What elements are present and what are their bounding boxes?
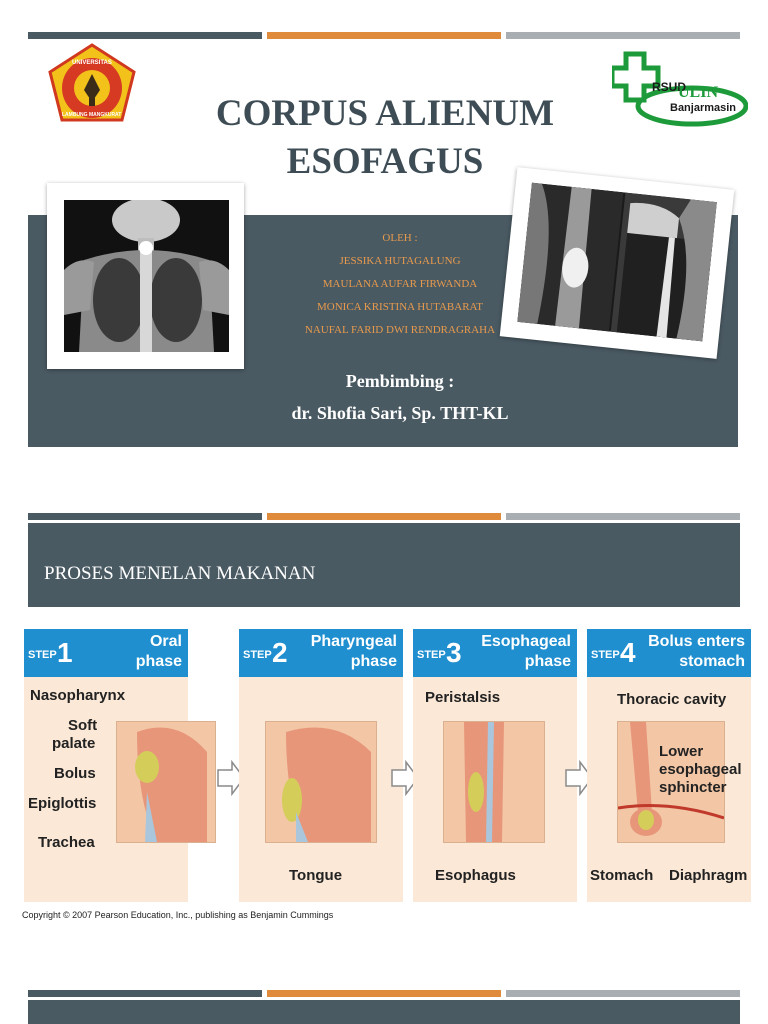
advisor-label: Pembimbing : (345, 371, 455, 391)
author-list (270, 227, 530, 342)
slide2-divider-orange (267, 513, 501, 520)
step-phase-line-2: phase (135, 653, 182, 670)
author-name: JESSIKA HUTAGALUNG (339, 255, 461, 267)
step-phase (287, 632, 397, 672)
step-number: 1 (57, 637, 73, 668)
step-2-header (239, 629, 403, 677)
step-phase-line-2: phase (350, 653, 397, 670)
advisor-block (200, 365, 600, 429)
logo-left-text-bottom: LAMBUNG MANGKURAT (62, 112, 122, 118)
slide2-divider-slate (28, 513, 262, 520)
step-number: 4 (620, 637, 636, 668)
chest-xray-image (64, 200, 229, 352)
slide3-divider-grey (506, 990, 740, 997)
logo-banjarmasin-text: Banjarmasin (670, 102, 737, 114)
step-1-header (24, 629, 188, 677)
chest-xray-frame (47, 183, 244, 369)
step-phase-line-1: Oral (149, 633, 182, 650)
label-lower: Lower (659, 743, 704, 760)
esophagus-xray-image (517, 183, 717, 342)
logo-rsud-text: RSUD (652, 80, 687, 94)
top-divider-slate (28, 32, 262, 39)
section-title: PROSES MENELAN MAKANAN (44, 563, 316, 584)
step-1-card (24, 629, 188, 902)
label-epiglottis: Epiglottis (28, 795, 97, 812)
step-word: STEP (417, 649, 446, 661)
hospital-logo (612, 50, 748, 132)
step-phase-line-1: Esophageal (481, 633, 571, 650)
label-nasopharynx: Nasopharynx (30, 687, 126, 704)
step-phase-line-2: stomach (679, 653, 745, 670)
logo-ulin-text: ULIN (678, 84, 719, 101)
advisor-name: dr. Shofia Sari, Sp. THT-KL (291, 403, 509, 423)
step-number: 3 (446, 637, 462, 668)
label-esophagus: Esophagus (435, 867, 516, 884)
title-line-2: ESOFAGUS (286, 141, 484, 182)
title-line-1: CORPUS ALIENUM (215, 93, 555, 134)
step-phase (461, 632, 571, 672)
step-phase (635, 632, 745, 672)
label-stomach: Stomach (590, 867, 654, 884)
label-peristalsis: Peristalsis (425, 689, 501, 706)
step-4-card (587, 629, 751, 902)
university-logo (46, 42, 138, 132)
step-phase-line-1: Bolus enters (648, 633, 745, 650)
pharyngeal-phase-illustration (265, 721, 377, 843)
label-trachea: Trachea (38, 834, 95, 851)
label-esophageal: esophageal (659, 761, 742, 778)
step-phase-line-1: Pharyngeal (310, 633, 397, 650)
label-sphincter: sphincter (659, 779, 727, 796)
copyright-text: Copyright © 2007 Pearson Education, Inc., publishing as Benjamin Cummings (22, 910, 334, 920)
author-name: NAUFAL FARID DWI RENDRAGRAHA (304, 324, 496, 336)
step-3-header (413, 629, 577, 677)
top-divider-grey (506, 32, 740, 39)
author-name: MAULANA AUFAR FIRWANDA (322, 278, 478, 290)
step-phase (72, 632, 182, 672)
label-tongue: Tongue (289, 867, 343, 884)
step-4-header (587, 629, 751, 677)
step-3-card (413, 629, 577, 902)
slide3-divider-orange (267, 990, 501, 997)
author-heading: OLEH : (382, 232, 418, 244)
label-soft-palate-1: Soft (68, 717, 98, 734)
step-number: 2 (272, 637, 288, 668)
slide3-divider-slate (28, 990, 262, 997)
label-bolus: Bolus (54, 765, 96, 782)
step-2-card (239, 629, 403, 902)
label-diaphragm: Diaphragm (669, 867, 748, 884)
top-divider-orange (267, 32, 501, 39)
author-name: MONICA KRISTINA HUTABARAT (317, 301, 483, 313)
slide3-panel (28, 1000, 740, 1024)
step-phase-line-2: phase (524, 653, 571, 670)
esophagus-xray-frame (500, 167, 735, 359)
slide2-divider-grey (506, 513, 740, 520)
step-word: STEP (591, 649, 620, 661)
oral-phase-illustration (116, 721, 216, 843)
label-thoracic-cavity: Thoracic cavity (617, 691, 727, 708)
logo-left-text-top: UNIVERSITAS (72, 60, 112, 66)
step-word: STEP (243, 649, 272, 661)
step-word: STEP (28, 649, 57, 661)
label-soft-palate-2: palate (52, 735, 96, 752)
esophageal-phase-illustration (443, 721, 545, 843)
